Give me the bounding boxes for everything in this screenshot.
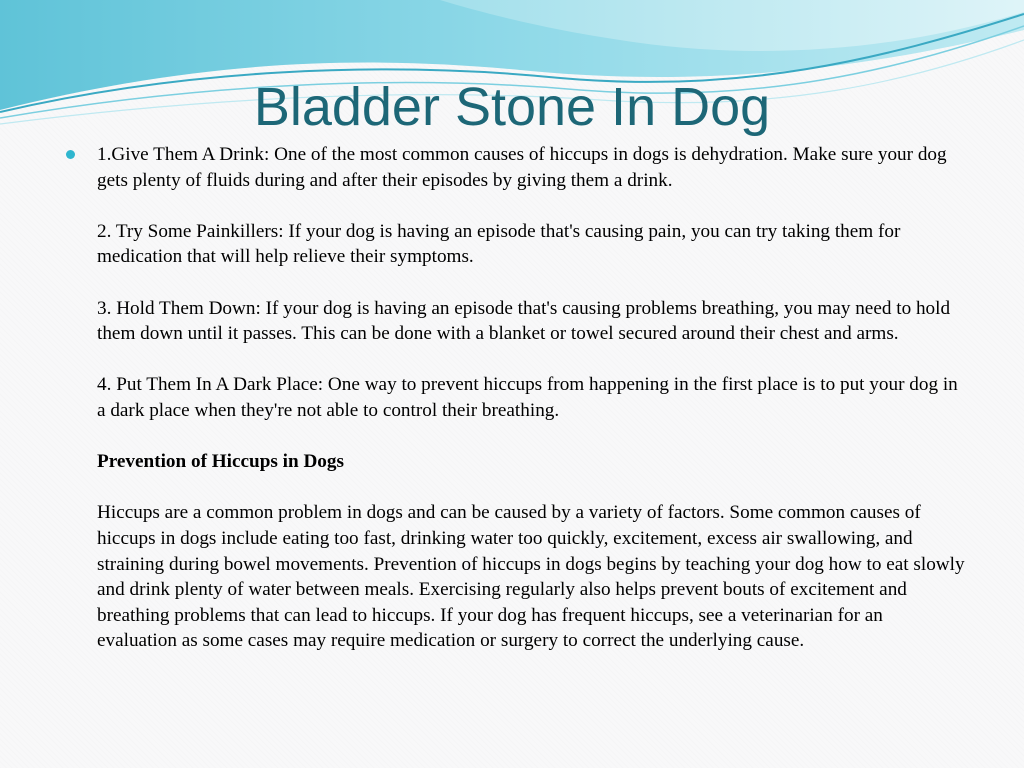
section-heading: Prevention of Hiccups in Dogs <box>97 451 344 473</box>
paragraph-tip-4: 4. Put Them In A Dark Place: One way to prevent hiccups from happening in the first place is to put your dog in a dark place when they're not able to control their breathing. <box>97 374 958 421</box>
paragraph-tip-1: 1.Give Them A Drink: One of the most common causes of hiccups in dogs is dehydration. Make sure your dog gets plenty of fluids during and after their episodes by giving them a drink. <box>97 144 947 191</box>
paragraph-tip-3: 3. Hold Them Down: If your dog is having an episode that's causing problems breathing, you may need to hold them down until it passes. This can be done with a blanket or towel secured around their chest and arms. <box>97 297 951 345</box>
slide-title: Bladder Stone In Dog <box>253 77 771 137</box>
bullet-icon <box>66 150 75 159</box>
paragraph-prevention: Hiccups are a common problem in dogs and can be caused by a variety of factors. Some common causes of hiccups in dogs include eating too fast, drinking water too quickly, excitement, excess air swallowing, and straining during bowel movements. Prevention of hiccups in dogs begins by teaching your dog how to eat slowly and drink plenty of water between meals. Exercising regularly also helps prevent bouts of excitement and breathing problems that can lead to hiccups. If your dog has frequent hiccups, see a veterinarian for an evaluation as some cases may require medication or surgery to correct the underlying cause. <box>97 502 965 652</box>
bullet-text <box>97 142 966 654</box>
paragraph-tip-2: 2. Try Some Painkillers: If your dog is having an episode that's causing pain, you can try taking them for medication that will help relieve their symptoms. <box>97 220 901 268</box>
slide-body <box>66 142 966 654</box>
